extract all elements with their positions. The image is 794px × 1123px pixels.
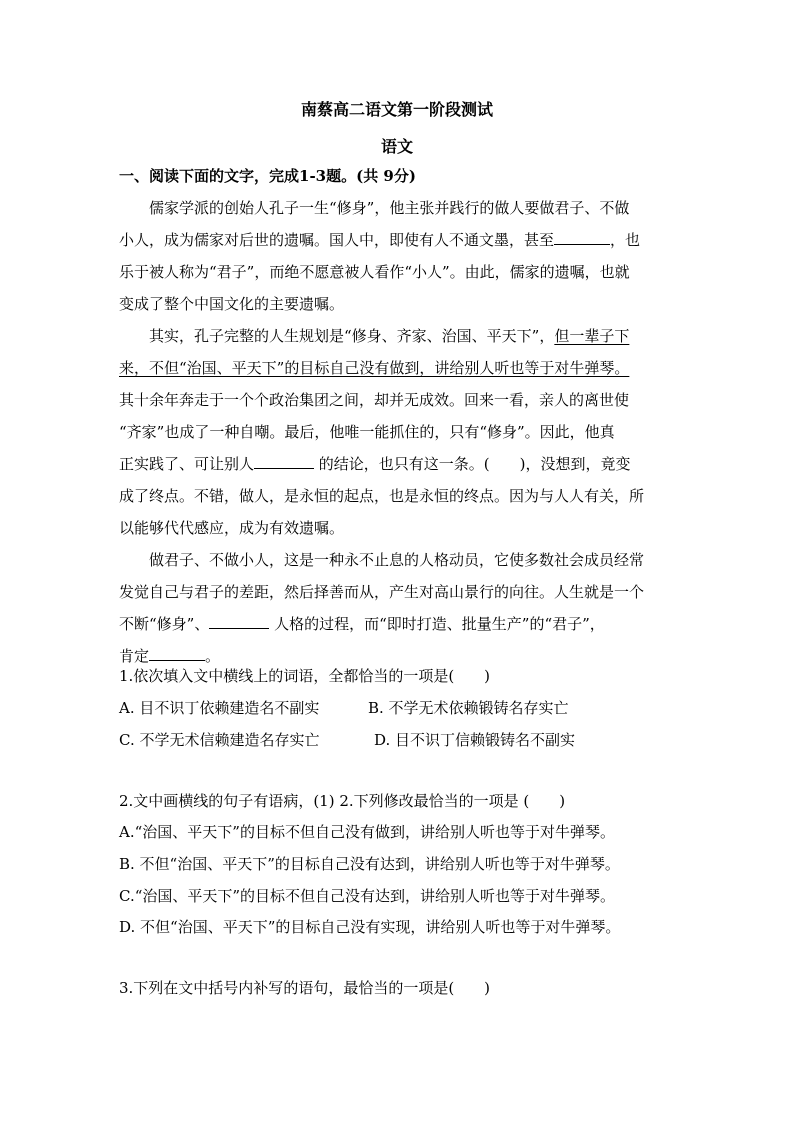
q2-option-d: D. 不但“治国、平天下”的目标自己没有实现，讲给别人听也等于对牛弹琴。	[119, 918, 621, 936]
passage-line: 以能够代代感应，成为有效遗嘱。	[119, 519, 345, 537]
passage-line: 乐于被人称为“君子”，而绝不愿意被人看作“小人”。由此，儒家的遗嘱，也就	[119, 263, 630, 281]
q2-option-b: B. 不但“治国、平天下”的目标自己没有达到，讲给别人听也等于对牛弹琴。	[119, 855, 620, 873]
passage-text: 的结论，也只有这一条。( )，没想到，竟变	[314, 455, 631, 473]
question-2-stem: 2.文中画横线的句子有语病，(1) 2.下列修改最恰当的一项是 ( )	[119, 792, 566, 810]
passage-line: 成了终点。不错，做人，是永恒的起点，也是永恒的终点。因为与人人有关，所	[119, 487, 645, 505]
passage-line: 变成了整个中国文化的主要遗嘱。	[119, 295, 345, 313]
q2-option-c: C.“治国、平天下”的目标不但自己没有达到，讲给别人听也等于对牛弹琴。	[119, 887, 616, 905]
q1-option-a: A. 目不识丁依赖建造名不副实	[119, 699, 320, 717]
section-heading: 一、阅读下面的文字，完成1-3题。(共 9分)	[119, 167, 416, 185]
fill-blank	[254, 454, 314, 469]
passage-line: 其十余年奔走于一个个政治集团之间，却并无成效。回来一看，亲人的离世使	[119, 391, 630, 409]
passage-line: 做君子、不做小人，这是一种永不止息的人格动员，它使多数社会成员经常	[149, 551, 645, 569]
passage-text: 其实，孔子完整的人生规划是“修身、齐家、治国、平天下”，	[149, 327, 555, 345]
passage-text: ，也	[610, 231, 641, 249]
passage-text: 正实践了、可让别人	[119, 455, 255, 473]
fill-blank	[149, 646, 205, 661]
fill-blank	[554, 230, 610, 245]
exam-title: 南蔡高二语文第一阶段测试	[300, 100, 493, 119]
underlined-sentence: 但一辈子下	[554, 327, 630, 345]
passage-line	[119, 358, 629, 378]
underlined-sentence: 来，不但“治国、平天下”的目标自己没有做到，讲给别人听也等于对牛弹琴。	[119, 359, 630, 377]
question-3-stem: 3.下列在文中括号内补写的语句，最恰当的一项是( )	[119, 979, 491, 997]
passage-text: 。	[205, 647, 221, 665]
passage-line	[149, 326, 629, 346]
passage-line: 儒家学派的创始人孔子一生“修身”，他主张并践行的做人要做君子、不做	[149, 199, 630, 217]
passage-line	[119, 614, 605, 634]
question-1-stem: 1.依次填入文中横线上的词语，全都恰当的一项是( )	[119, 667, 491, 685]
passage-text: 小人，成为儒家对后世的遗嘱。国人中，即使有人不通文墨，甚至	[119, 231, 555, 249]
q1-option-c: C. 不学无术信赖建造名存实亡	[119, 731, 320, 749]
passage-text: 不断“修身”、	[119, 615, 210, 633]
passage-text: 肯定	[119, 647, 150, 665]
passage-line: 发觉自己与君子的差距，然后择善而从，产生对高山景行的向往。人生就是一个	[119, 583, 645, 601]
q2-option-a: A.“治国、平天下”的目标不但自己没有做到，讲给别人听也等于对牛弹琴。	[119, 823, 615, 841]
exam-subtitle: 语文	[380, 137, 413, 156]
fill-blank	[209, 614, 269, 629]
passage-text: 人格的过程，而“即时打造、批量生产”的“君子”，	[269, 615, 605, 633]
passage-line: “齐家”也成了一种自嘲。最后，他唯一能抓住的，只有“修身”。因此，他真	[119, 423, 615, 441]
q1-option-b: B. 不学无术依赖锻铸名存实亡	[368, 699, 569, 717]
passage-line	[119, 646, 220, 666]
passage-line	[119, 230, 640, 250]
passage-line	[119, 454, 631, 474]
q1-option-d: D. 目不识丁信赖锻铸名不副实	[374, 731, 576, 749]
